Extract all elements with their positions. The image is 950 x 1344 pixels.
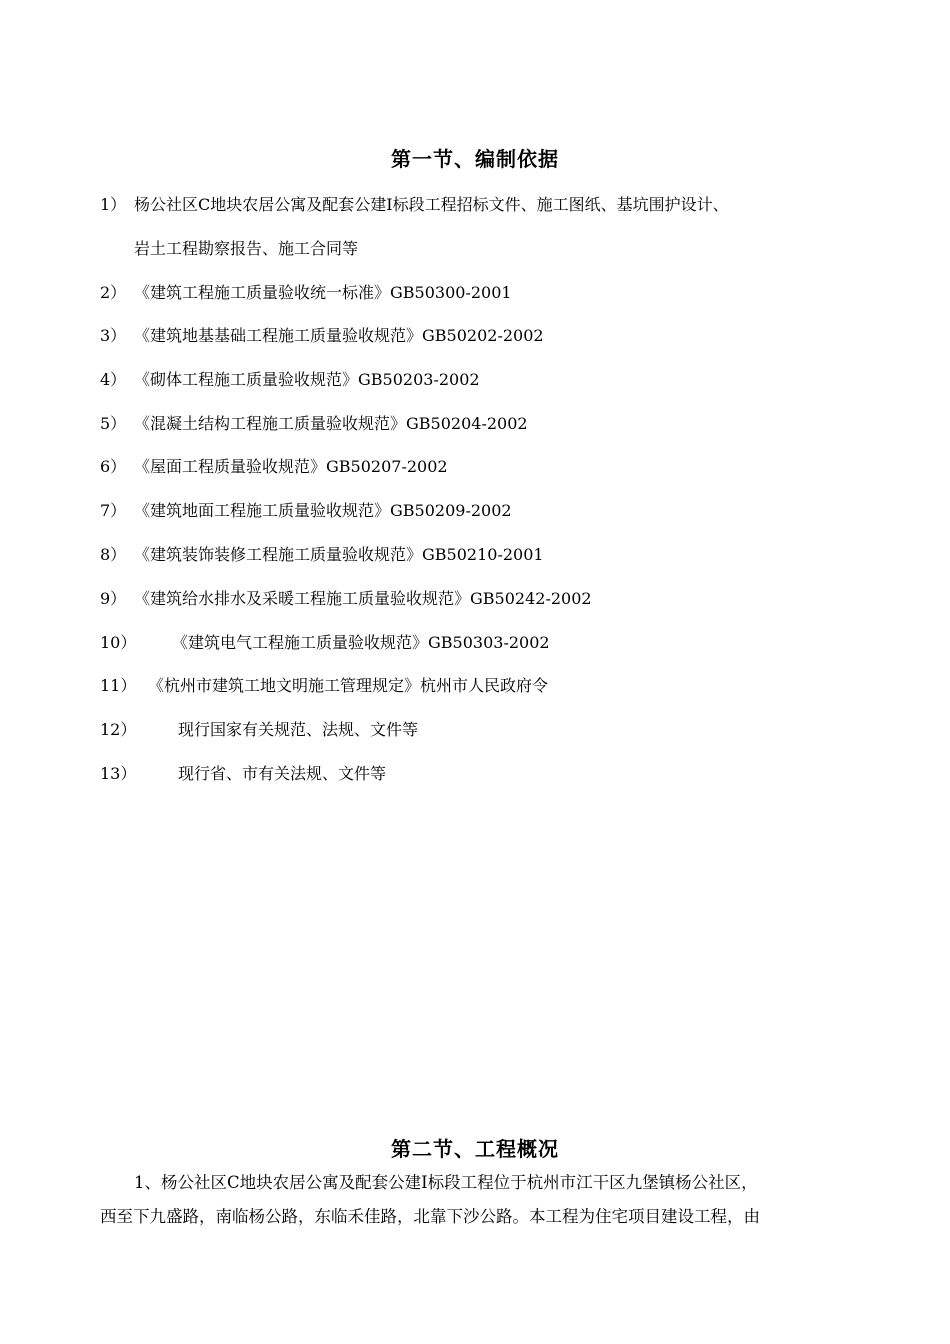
- item-number: 11）: [100, 676, 137, 695]
- item-number: 3）: [100, 326, 127, 345]
- item-text: 《建筑给水排水及采暖工程施工质量验收规范》GB50242-2002: [134, 589, 592, 608]
- basis-item-1: [100, 194, 729, 216]
- overview-paragraph-line-2: 西至下九盛路，南临杨公路，东临禾佳路，北靠下沙公路。本工程为住宅项目建设工程，由: [100, 1207, 760, 1226]
- item-text: 《建筑工程施工质量验收统一标准》GB50300-2001: [134, 283, 512, 302]
- basis-item-7: [100, 500, 512, 522]
- item-number: 1）: [100, 195, 127, 214]
- basis-item-5: [100, 413, 528, 435]
- item-text: 杨公社区C地块农居公寓及配套公建Ⅰ标段工程招标文件、施工图纸、基坑围护设计、: [134, 195, 729, 214]
- item-text: 《建筑电气工程施工质量验收规范》GB50303-2002: [172, 633, 550, 652]
- item-text: 《建筑地面工程施工质量验收规范》GB50209-2002: [134, 501, 512, 520]
- item-number: 4）: [100, 370, 127, 389]
- basis-item-4: [100, 369, 480, 391]
- item-text: 《砌体工程施工质量验收规范》GB50203-2002: [134, 370, 480, 389]
- item-number: 10）: [100, 633, 137, 652]
- basis-item-3: [100, 325, 544, 347]
- item-number: 6）: [100, 457, 127, 476]
- item-text: 《建筑地基基础工程施工质量验收规范》GB50202-2002: [134, 326, 544, 345]
- item-number: 5）: [100, 414, 127, 433]
- basis-item-9: [100, 588, 592, 610]
- item-text: 现行国家有关规范、法规、文件等: [178, 720, 419, 739]
- item-text: 现行省、市有关法规、文件等: [178, 764, 387, 783]
- item-text: 《屋面工程质量验收规范》GB50207-2002: [134, 457, 448, 476]
- section1-title: 第一节、编制依据: [391, 147, 559, 171]
- item-text: 《混凝土结构工程施工质量验收规范》GB50204-2002: [134, 414, 528, 433]
- basis-item-10: [100, 632, 550, 654]
- item-number: 13）: [100, 764, 137, 783]
- item-number: 12）: [100, 720, 137, 739]
- basis-item-12: [100, 719, 418, 741]
- section2-title: 第二节、工程概况: [391, 1137, 559, 1161]
- item-text: 岩土工程勘察报告、施工合同等: [134, 239, 359, 258]
- item-number: 7）: [100, 501, 127, 520]
- basis-item-1-continued: [134, 238, 358, 260]
- basis-item-13: [100, 763, 386, 785]
- item-number: 8）: [100, 545, 127, 564]
- item-text: 《建筑装饰装修工程施工质量验收规范》GB50210-2001: [134, 545, 544, 564]
- item-number: 9）: [100, 589, 127, 608]
- basis-item-8: [100, 544, 544, 566]
- basis-item-6: [100, 456, 448, 478]
- item-text: 《杭州市建筑工地文明施工管理规定》杭州市人民政府令: [148, 676, 549, 695]
- basis-item-2: [100, 282, 512, 304]
- basis-item-11: [100, 675, 548, 697]
- item-number: 2）: [100, 283, 127, 302]
- overview-paragraph-line-1: 1、杨公社区C地块农居公寓及配套公建Ⅰ标段工程位于杭州市江干区九堡镇杨公社区，: [134, 1173, 758, 1192]
